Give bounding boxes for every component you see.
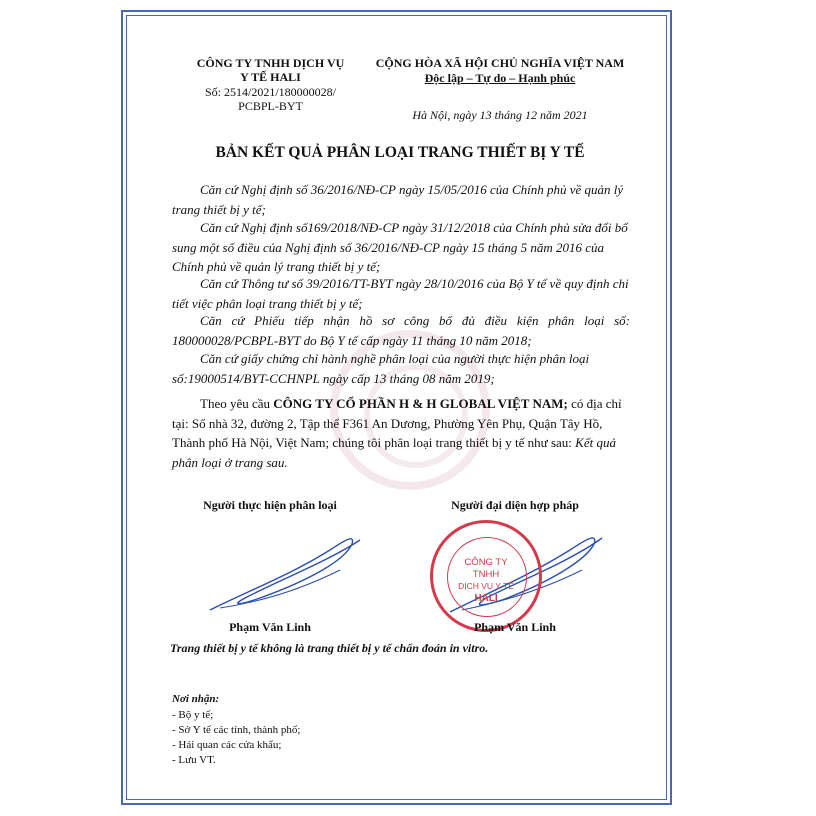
seal-line-2: TNHH: [472, 569, 500, 580]
recipient-item: - Lưu VT.: [172, 754, 216, 766]
company-name-line2: Y TẾ HALI: [240, 70, 301, 84]
basis-paragraph-5: Căn cứ giấy chứng chỉ hành nghề phân loại của người thực hiện phân loại số:19000514/BYT-CCHNPL ngày cấp 13 tháng 08 năm 2019;: [172, 351, 590, 386]
classifier-name: Phạm Văn Linh: [229, 620, 311, 634]
left-signature: [190, 520, 370, 620]
representative-name: Phạm Văn Linh: [474, 620, 556, 634]
document-title: BẢN KẾT QUẢ PHÂN LOẠI TRANG THIẾT BỊ Y TẾ: [215, 144, 585, 161]
seal-line-1: CÔNG TY: [464, 557, 508, 568]
basis-paragraph-3: Căn cứ Thông tư số 39/2016/TT-BYT ngày 28/10/2016 của Bộ Y tế về quy định chi tiết việc phân loại trang thiết bị y tế;: [172, 276, 629, 311]
basis-paragraph-1: Căn cứ Nghị định số 36/2016/NĐ-CP ngày 15/05/2016 của Chính phủ về quản lý trang thiết bị y tế;: [172, 182, 624, 217]
recipient-item: - Hải quan các cửa khẩu;: [172, 739, 282, 751]
seal-line-3: DỊCH VỤ Y TẾ: [458, 581, 514, 591]
requesting-company: CÔNG TY CỔ PHẦN H & H GLOBAL VIỆT NAM;: [273, 396, 568, 411]
national-title: CỘNG HÒA XÃ HỘI CHỦ NGHĨA VIỆT NAM: [375, 56, 625, 70]
company-name-line1: CÔNG TY TNHH DỊCH VỤ: [196, 56, 345, 70]
company-seal: [430, 520, 542, 632]
national-motto: Độc lập – Tự do – Hạnh phúc: [424, 71, 576, 85]
recipient-item: - Sở Y tế các tỉnh, thành phố;: [172, 724, 301, 736]
basis-paragraph-2: Căn cứ Nghị định số169/2018/NĐ-CP ngày 31/12/2018 của Chính phủ sửa đổi bổ sung một số điều của Nghị định số 36/2016/NĐ-CP ngày 15 tháng 5 năm 2016 của Chính phủ về quản lý trang thiết bị y tế;: [172, 220, 628, 275]
request-prefix: Theo yêu cầu: [200, 396, 274, 411]
recipient-item: - Bộ y tế;: [172, 709, 214, 721]
document-number-line1: Số: 2514/2021/180000028/: [204, 85, 336, 99]
request-result-note: Kết quả phân loại ở trang sau.: [172, 435, 616, 470]
place-and-date: Hà Nội, ngày 13 tháng 12 năm 2021: [412, 108, 588, 122]
classifier-role: Người thực hiện phân loại: [203, 498, 337, 512]
request-details: có địa chỉ tại: Số nhà 32, đường 2, Tập thể F361 An Dương, Phường Yên Phụ, Quận Tây Hồ, Thành phố Hà Nội, Việt Nam; chúng tôi phân loại trang thiết bị y tế như sau:: [172, 396, 622, 451]
document-number-line2: PCBPL-BYT: [238, 99, 303, 113]
basis-paragraph-4: Căn cứ Phiếu tiếp nhận hồ sơ công bố đủ điều kiện phân loại số: 180000028/PCBPL-BYT do Bộ Y tế cấp ngày 11 tháng 10 năm 2018;: [172, 313, 630, 348]
recipients-label: Nơi nhận:: [172, 693, 220, 705]
device-note: Trang thiết bị y tế không là trang thiết bị y tế chẩn đoán in vitro.: [170, 641, 489, 655]
seal-line-4: HALI: [474, 593, 498, 604]
request-paragraph: [172, 394, 630, 472]
legal-representative-role: Người đại diện hợp pháp: [451, 498, 579, 512]
